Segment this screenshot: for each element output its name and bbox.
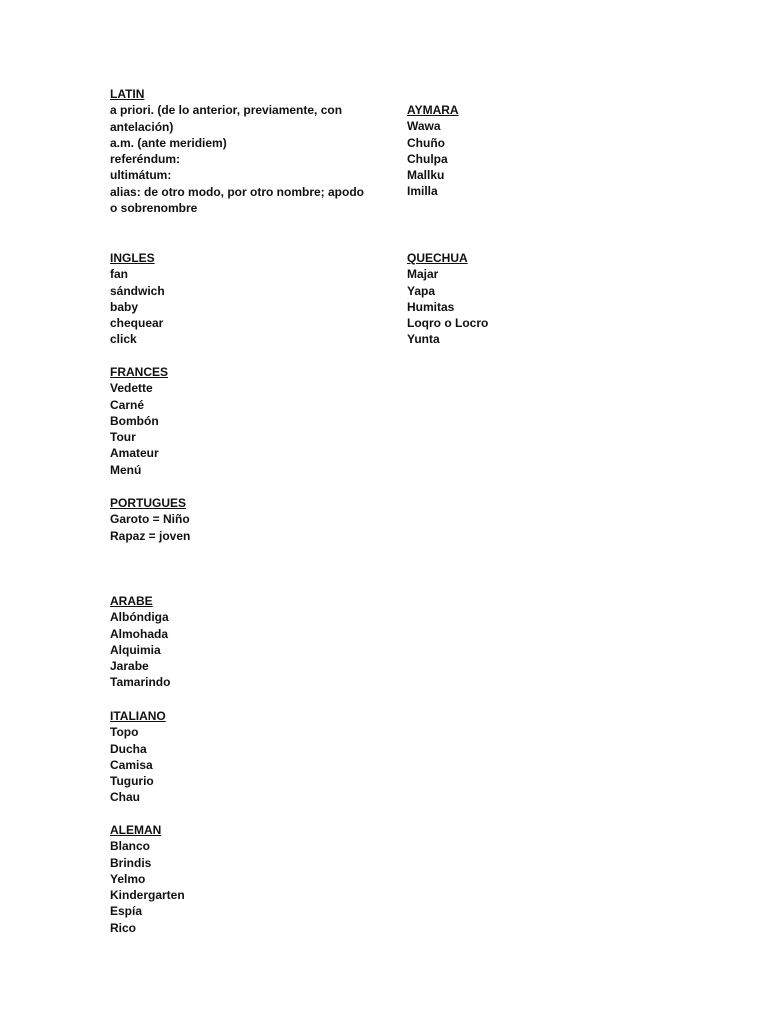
latin-item: alias: de otro modo, por otro nombre; apodo o sobrenombre	[110, 184, 364, 216]
arabe-item: Alquimia	[110, 642, 161, 657]
heading-italiano: ITALIANO	[110, 709, 166, 723]
quechua-item: Yapa	[407, 283, 436, 298]
aleman-item: Kindergarten	[110, 888, 185, 903]
arabe-item: Albóndiga	[110, 610, 169, 625]
section-aleman	[110, 822, 400, 936]
heading-latin: LATIN	[110, 87, 145, 101]
italiano-item: Topo	[110, 725, 139, 740]
section-arabe	[110, 593, 400, 691]
italiano-item: Camisa	[110, 757, 153, 772]
frances-item: Menú	[110, 462, 142, 477]
arabe-item: Almohada	[110, 626, 169, 641]
section-portugues	[110, 495, 400, 544]
latin-item: referéndum:	[110, 152, 181, 167]
heading-arabe: ARABE	[110, 594, 153, 608]
arabe-item: Tamarindo	[110, 675, 171, 690]
section-quechua	[407, 250, 697, 348]
ingles-item: sándwich	[110, 283, 165, 298]
aleman-item: Rico	[110, 920, 137, 935]
quechua-item: Loqro o Locro	[407, 316, 489, 331]
section-latin	[110, 86, 400, 216]
section-frances	[110, 364, 400, 478]
ingles-item: click	[110, 332, 137, 347]
latin-item: a priori. (de lo anterior, previamente, con antelación)	[110, 103, 343, 134]
aymara-item: Chuño	[407, 135, 445, 150]
frances-item: Carné	[110, 397, 145, 412]
aymara-item: Wawa	[407, 119, 441, 134]
portugues-item: Rapaz = joven	[110, 528, 191, 543]
heading-quechua: QUECHUA	[407, 251, 468, 265]
aleman-item: Brindis	[110, 855, 152, 870]
aleman-item: Yelmo	[110, 871, 146, 886]
heading-aymara: AYMARA	[407, 103, 459, 117]
frances-item: Bombón	[110, 413, 159, 428]
heading-portugues: PORTUGUES	[110, 496, 187, 510]
section-ingles	[110, 250, 400, 348]
aymara-item: Imilla	[407, 184, 438, 199]
heading-ingles: INGLES	[110, 251, 155, 265]
ingles-item: chequear	[110, 316, 164, 331]
ingles-item: baby	[110, 299, 139, 314]
section-aymara	[407, 102, 697, 200]
latin-item: a.m. (ante meridiem)	[110, 135, 227, 150]
quechua-item: Majar	[407, 267, 439, 282]
frances-item: Amateur	[110, 446, 159, 461]
frances-item: Vedette	[110, 381, 153, 396]
aymara-item: Chulpa	[407, 151, 448, 166]
quechua-item: Yunta	[407, 332, 440, 347]
heading-frances: FRANCES	[110, 365, 169, 379]
aymara-item: Mallku	[407, 168, 445, 183]
section-italiano	[110, 708, 400, 806]
portugues-item: Garoto = Niño	[110, 512, 190, 527]
italiano-item: Tugurio	[110, 774, 154, 789]
latin-item: ultimátum:	[110, 168, 172, 183]
italiano-item: Ducha	[110, 741, 147, 756]
frances-item: Tour	[110, 430, 136, 445]
aleman-item: Blanco	[110, 839, 151, 854]
ingles-item: fan	[110, 267, 128, 282]
italiano-item: Chau	[110, 790, 140, 805]
aleman-item: Espía	[110, 904, 143, 919]
heading-aleman: ALEMAN	[110, 823, 162, 837]
arabe-item: Jarabe	[110, 659, 149, 674]
quechua-item: Humitas	[407, 299, 455, 314]
